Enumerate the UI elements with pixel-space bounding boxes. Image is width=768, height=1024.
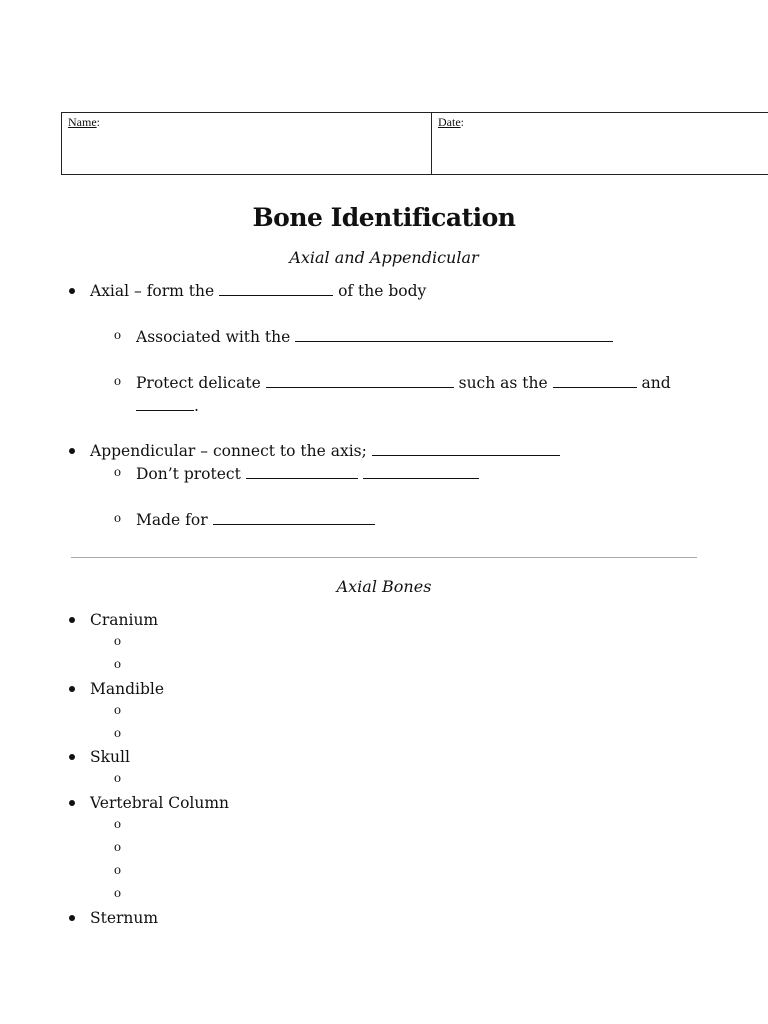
page-title: Bone Identification: [252, 203, 516, 232]
bullet-dot: [69, 915, 75, 921]
protect-text-3: and: [641, 374, 671, 392]
protect-text-1: Protect delicate: [136, 374, 261, 392]
date-label-text: Date: [438, 115, 461, 129]
dont-protect-line: [136, 465, 479, 483]
bone-cranium: Cranium: [90, 611, 159, 629]
sub-bullet-o: o: [114, 771, 121, 786]
blank-field[interactable]: [553, 374, 637, 388]
sub-bullet-o: o: [114, 328, 121, 343]
bullet-dot: [69, 448, 75, 454]
sub-bullet-o: o: [114, 374, 121, 389]
name-date-table: [61, 112, 768, 175]
appendicular-text: Appendicular – connect to the axis;: [90, 442, 367, 460]
name-label-text: Name: [68, 115, 97, 129]
blank-field[interactable]: [213, 511, 375, 525]
blank-field[interactable]: [372, 442, 560, 456]
sub-bullet-o: o: [114, 840, 121, 855]
date-cell[interactable]: [432, 113, 768, 174]
sub-bullet-o: o: [114, 703, 121, 718]
bone-skull: Skull: [90, 748, 130, 766]
appendicular-line: [90, 442, 560, 460]
sub-bullet-o: o: [114, 511, 121, 526]
blank-field[interactable]: [266, 374, 454, 388]
name-cell[interactable]: [62, 113, 432, 174]
protect-period: .: [194, 397, 199, 415]
sub-bullet-o: o: [114, 863, 121, 878]
section-subtitle-axial-appendicular: Axial and Appendicular: [289, 248, 479, 267]
blank-field[interactable]: [295, 328, 613, 342]
section-subtitle-axial-bones: Axial Bones: [336, 577, 432, 596]
associated-line: [136, 328, 613, 346]
made-for-text: Made for: [136, 511, 208, 529]
protect-text-2: such as the: [458, 374, 548, 392]
bullet-dot: [69, 288, 75, 294]
blank-field[interactable]: [219, 282, 333, 296]
bone-mandible: Mandible: [90, 680, 165, 698]
axial-line: [90, 282, 426, 300]
made-for-line: [136, 511, 375, 529]
bullet-dot: [69, 754, 75, 760]
protect-line: [136, 374, 671, 392]
blank-field[interactable]: [363, 465, 479, 479]
bullet-dot: [69, 686, 75, 692]
sub-bullet-o: o: [114, 657, 121, 672]
bone-sternum: Sternum: [90, 909, 159, 927]
dont-protect-text: Don’t protect: [136, 465, 241, 483]
section-divider: [71, 557, 697, 558]
blank-field[interactable]: [246, 465, 358, 479]
bullet-dot: [69, 800, 75, 806]
sub-bullet-o: o: [114, 726, 121, 741]
sub-bullet-o: o: [114, 634, 121, 649]
bone-vertebral-column: Vertebral Column: [90, 794, 230, 812]
date-label: Date:: [438, 115, 464, 129]
sub-bullet-o: o: [114, 817, 121, 832]
axial-text-1: Axial – form the: [90, 282, 215, 300]
name-label: Name:: [68, 115, 100, 129]
bullet-dot: [69, 617, 75, 623]
associated-text: Associated with the: [136, 328, 291, 346]
blank-field[interactable]: [136, 397, 194, 411]
axial-text-2: of the body: [338, 282, 427, 300]
sub-bullet-o: o: [114, 886, 121, 901]
sub-bullet-o: o: [114, 465, 121, 480]
protect-line-cont: [136, 397, 199, 415]
